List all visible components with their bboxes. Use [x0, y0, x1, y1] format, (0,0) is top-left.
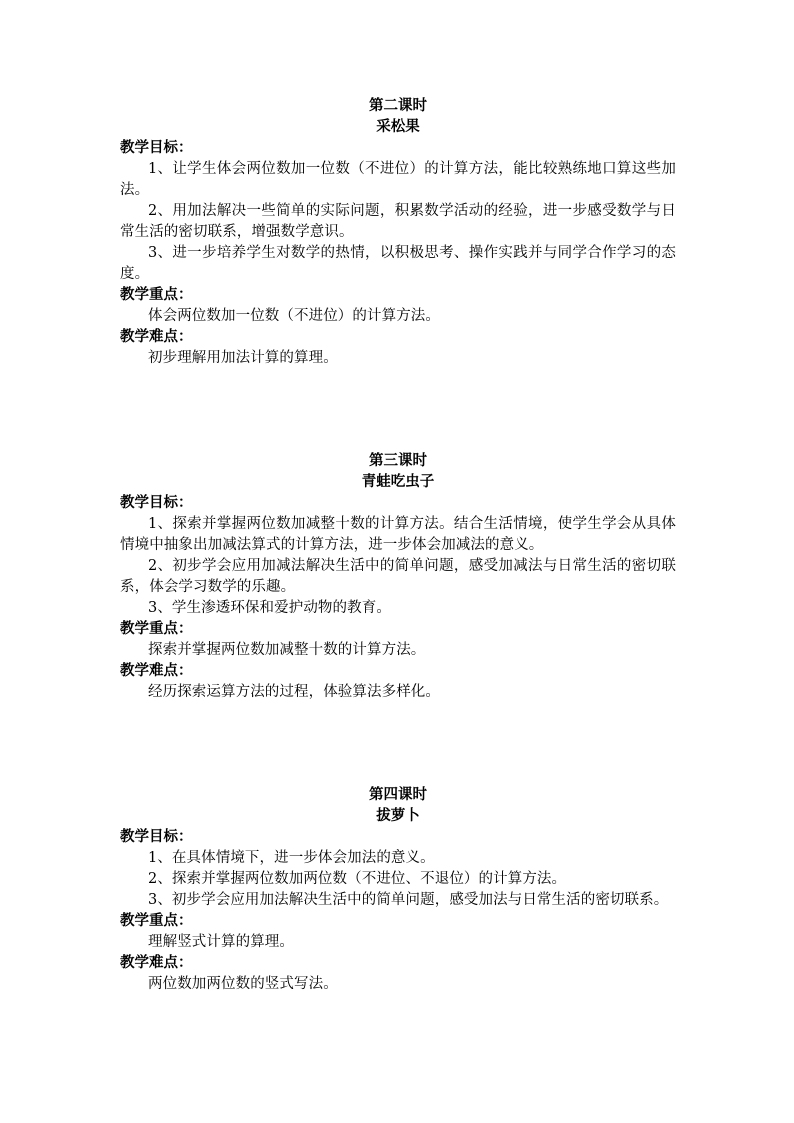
lesson-section: [120, 785, 676, 995]
difficulty-heading: 教学难点：: [120, 663, 193, 679]
key-point-text: 体会两位数加一位数（不进位）的计算方法。: [148, 308, 440, 324]
difficulty-text: 经历探索运算方法的过程，体验算法多样化。: [148, 684, 440, 700]
key-point-text: 探索并掌握两位数加减整十数的计算方法。: [148, 642, 426, 658]
key-point-heading: 教学重点：: [120, 621, 193, 637]
goal-item: 3、初步学会应用加法解决生活中的简单问题，感受加法与日常生活的密切联系。: [148, 892, 669, 908]
goals-heading: 教学目标：: [120, 495, 193, 511]
goal-item: 1、让学生体会两位数加一位数（不进位）的计算方法，能比较熟练地口算这些加法。: [120, 161, 676, 198]
lesson-section: [120, 96, 676, 369]
lesson-title: 第三课时: [369, 453, 427, 469]
goal-item: 1、在具体情境下，进一步体会加法的意义。: [148, 850, 435, 866]
difficulty-text: 两位数加两位数的竖式写法。: [148, 976, 338, 992]
difficulty-text: 初步理解用加法计算的算理。: [148, 350, 338, 366]
key-point-text: 理解竖式计算的算理。: [148, 934, 294, 950]
lesson-subtitle: 采松果: [376, 119, 420, 135]
goals-heading: 教学目标：: [120, 829, 193, 845]
lesson-section: [120, 451, 676, 703]
difficulty-heading: 教学难点：: [120, 955, 193, 971]
goal-item: 1、探索并掌握两位数加减整十数的计算方法。结合生活情境，使学生学会从具体情境中抽象出加减法算式的计算方法，进一步体会加减法的意义。: [120, 516, 676, 553]
goals-heading: 教学目标：: [120, 140, 193, 156]
goal-item: 2、初步学会应用加减法解决生活中的简单问题，感受加减法与日常生活的密切联系，体会学习数学的乐趣。: [120, 558, 676, 595]
key-point-heading: 教学重点：: [120, 913, 193, 929]
difficulty-heading: 教学难点：: [120, 329, 193, 345]
goal-item: 2、用加法解决一些简单的实际问题，积累数学活动的经验，进一步感受数学与日常生活的密切联系，增强数学意识。: [120, 203, 676, 240]
key-point-heading: 教学重点：: [120, 287, 193, 303]
lesson-title: 第四课时: [369, 787, 427, 803]
goal-item: 3、学生渗透环保和爱护动物的教育。: [148, 600, 391, 616]
lesson-subtitle: 青蛙吃虫子: [361, 474, 435, 490]
lesson-subtitle: 拔萝卜: [376, 808, 420, 824]
goal-item: 3、进一步培养学生对数学的热情，以积极思考、操作实践并与同学合作学习的态度。: [120, 245, 676, 282]
lesson-title: 第二课时: [369, 98, 427, 114]
goal-item: 2、探索并掌握两位数加两位数（不进位、不退位）的计算方法。: [148, 871, 567, 887]
